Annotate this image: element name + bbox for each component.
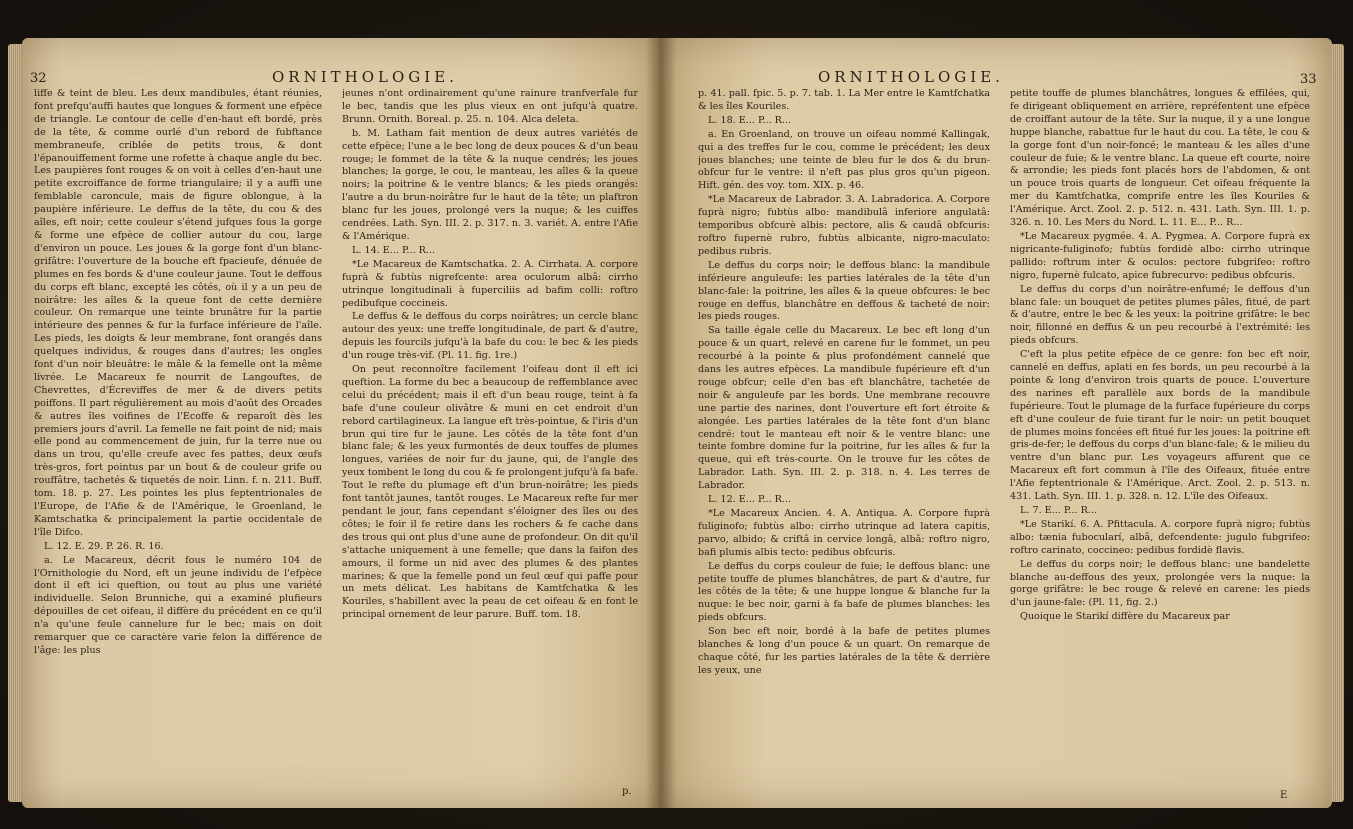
text-column-1 bbox=[34, 88, 322, 788]
text-column-2 bbox=[342, 88, 638, 788]
catchword: p. bbox=[622, 786, 632, 797]
text-column-1 bbox=[698, 88, 990, 788]
paragraph: p. 41. pall. fpic. 5. p. 7. tab. 1. La Mer entre le Kamtfchatka & les îles Kouriles. bbox=[698, 88, 990, 112]
paragraph: Quoique le Starikí diffère du Macareux par bbox=[1020, 611, 1230, 623]
measurement-line: L. 14. E... P... R... bbox=[352, 244, 436, 256]
species-entry: *Le Macareux de Labrador. 3. A. Labradorica. A. Corpore fuprà nigro; fubtùs albo: mandibulâ inferiore angulatâ: temporibus obfcurè albis: pectore, alis & caudâ obfcuris: roftro fupernè rubro, fubtùs albicante, nigro-maculato: pedibus rubris. bbox=[698, 194, 990, 257]
running-header: ORNITHOLOGIE. bbox=[818, 68, 1004, 86]
paragraph: Le deffus du corps d'un noirâtre-enfumé; le deffous d'un blanc fale: un bouquet de petites plumes pâles, fitué, de part & d'autre, entre le bec & les yeux: la poitrine grifâtre: le bec noir, fillonné en deffus & un peu recourbé à l'extrémité: les pieds obfcurs. bbox=[1010, 283, 1310, 347]
text-column-2 bbox=[1010, 88, 1310, 788]
paragraph: Le deffus du corps noir; le deffous blanc: une bandelette blanche au-deffous des yeux, prolongée vers la nuque: la gorge grifâtre: le bec rouge & relevé en carene: les pieds d'un jaune-fale: (Pl. 11, fig. 2.) bbox=[1010, 558, 1310, 609]
paragraph: jeunes n'ont ordinairement qu'une rainure tranfverfale fur le bec, tandis que les plus vieux en ont jufqu'à quatre. Brunn. Ornith. Boreal. p. 25. n. 104. Alca deleta. bbox=[342, 88, 638, 125]
measurement-line: L. 18. E... P... R... bbox=[708, 114, 792, 126]
left-page bbox=[22, 38, 660, 808]
right-page bbox=[660, 38, 1332, 808]
page-number: 33 bbox=[1300, 72, 1317, 87]
page-edges-right bbox=[1330, 44, 1344, 802]
paragraph: Sa taille égale celle du Macareux. Le bec eft long d'un pouce & un quart, relevé en carene fur le fommet, un peu recourbé à la pointe & plus profondément cannelé que dans les autres efpèces. La mandibule fupérieure eft d'un rouge obfcur; celle d'en bas eft blanchâtre, tachetée de noir & anguleufe par les bords. Une membrane recouvre une partie des narines, dont l'ouverture eft fort étroite & alongée. Les parties latérales de la tête font d'un blanc cendré: tout le manteau eft noir & le ventre blanc: une teinte fombre domine fur la poitrine, fur les aîles & fur la queue, qui eft très-courte. On le trouve fur les côtes de Labrador. Lath. Syn. III. 2. p. 318. n. 4. Les terres de Labrador. bbox=[698, 325, 990, 492]
species-entry: *Le Macareux Ancien. 4. A. Antiqua. A. Corpore fuprà fuliginofo; fubtùs albo: cirrho utrinque ad latera capitis, parvo, albido; & criftâ in cervice longâ, albâ: roftro nigro, bafi plumis albis tecto: pedibus obfcuris. bbox=[698, 508, 990, 558]
paragraph: a. En Groenland, on trouve un oifeau nommé Kallingak, qui a des treffes fur le cou, comme le précédent; les deux joues blanches; une teinte de bleu fur le dos & du brun-obfcur fur le ventre: il n'eft pas plus gros qu'un pigeon. Hift. gén. des voy. tom. XIX. p. 46. bbox=[698, 128, 990, 192]
species-entry: *Le Macareux de Kamtschatka. 2. A. Cirrhata. A. corpore fuprà & fubtùs nigrefcente: area oculorum albâ: cirrho utrinque longitudinali à fuperciliis ad bafim colli: roftro pedibufque coccineis. bbox=[342, 258, 638, 309]
paragraph: Son bec eft noir, bordé à la bafe de petites plumes blanches & long d'un pouce & un quart. On remarque de chaque côté, fur les parties latérales de la tête & derrière les yeux, une bbox=[698, 626, 990, 676]
paragraph: On peut reconnoître facilement l'oifeau dont il eft ici queftion. La forme du bec a beaucoup de reffemblance avec celui du précédent; mais il eft d'un beau rouge, teint à fa bafe d'une couleur olivâtre & muni en cet endroit d'un rebord cartilagineux. La langue eft très-pointue, & l'iris d'un brun qui tire fur le jaune. Les côtés de la tête font d'un blanc fale; & les yeux furmontés de deux touffes de plumes longues, variées de noir fur du jaune, qui, de l'angle des yeux tombent le long du cou & fe prolongent jufqu'à fa bafe. Tout le refte du plumage eft d'un brun-noirâtre; les pieds font tantôt jaunes, tantôt rouges. Le Macareux refte fur mer pendant le jour, fans cependant s'éloigner des îles ou des côtes; le foir il fe retire dans les rochers & fe cache dans des trous qui ont plus d'une aune de profondeur. On dit qu'il s'attache uniquement à une femelle; que dans la faifon des amours, il forme un nid avec des plumes & des plantes marines; & que la femelle pond un feul œuf qui paffe pour un mets délicat. Les habitans de Kamtfchatka & les Kouriles, s'habillent avec la peau de cet oifeau & en font le principal ornement de leur parure. Buff. tom. 18. bbox=[342, 364, 638, 621]
species-entry: *Le Starikí. 6. A. Pfittacula. A. corpore fuprà nigro; fubtùs albo: tænia fubocularí, albâ, defcendente: jugulo fubgrifeo: roftro carinato, coccineo: pedibus fordidè flavis. bbox=[1010, 518, 1310, 556]
paragraph: Le deffus du corps couleur de fuie; le deffous blanc: une petite touffe de plumes blanchâtres, de part & d'autre, fur les côtés de la tête; & une huppe longue & blanche fur la nuque: le bec noir, garni à fa bafe de plumes blanches: les pieds obfcurs. bbox=[698, 560, 990, 624]
paragraph: Le deffus & le deffous du corps noirâtres; un cercle blanc autour des yeux: une treffe longitudinale, de part & d'autre, depuis les fourcils jufqu'à la bafe du cou: le bec & les pieds d'un rouge très-vif. (Pl. 11. fig. 1re.) bbox=[342, 311, 638, 362]
species-entry: *Le Macareux pygmée. 4. A. Pygmea. A. Corpore fuprà ex nigricante-fuliginofo; fubtùs fordidè albo: cirrho utrinque pallido: roftrum inter & oculos: pectore fubgrifeo: roftro nigro, fupernè fulcato, apice fubrecurvo: pedibus obfcuris. bbox=[1010, 230, 1310, 281]
paragraph: Le deffus du corps noir; le deffous blanc: la mandibule inférieure anguleufe: les parties latérales de la tête d'un blanc-fale: la poitrine, les aîles & la queue obfcures: le bec rouge en deffus, blanchâtre en deffous & tacheté de noir: les pieds rouges. bbox=[698, 259, 990, 323]
paragraph: b. M. Latham fait mention de deux autres variétés de cette efpèce; l'une a le bec long de deux pouces & d'un beau rouge; le fommet de la tête & la nuque cendrés; les joues blanches; la gorge, le cou, le manteau, les aîles & la queue noirs; la poitrine & le ventre blancs; & les pieds orangés: l'autre a du brun-noirâtre fur le haut de la tête; un plaftron blanc fur les joues, prolongé vers la nuque; & les cuiffes cendrées. Lath. Syn. III. 2. p. 317. n. 3. variét. A. entre l'Afie & l'Amérique. bbox=[342, 127, 638, 242]
paragraph: C'eft la plus petite efpèce de ce genre: fon bec eft noir, cannelé en deffus, aplati en fes bords, un peu recourbé à la pointe & long d'environ trois quarts de pouce. L'ouverture des narines eft parallèle aux bords de la mandibule fupérieure. Tout le plumage de la furface fupérieure du corps eft d'une couleur de fuie tirant fur le noir: un petit bouquet de plumes moins foncées eft fitué fur les joues: la poitrine eft gris-de-fer; le deffous du corps d'un blanc-fale; & le milieu du ventre d'un blanc pur. Les voyageurs affurent que ce Macareux eft fort commun à l'île des Oifeaux, fituée entre l'Afie feptentrionale & l'Amérique. Arct. Zool. 2. p. 513. n. 431. Lath. Syn. III. 1. p. 328. n. 12. L'île des Oifeaux. bbox=[1010, 349, 1310, 503]
measurement-line: L. 12. E... P... R... bbox=[708, 494, 792, 506]
running-header: ORNITHOLOGIE. bbox=[272, 68, 458, 86]
measurement-line: L. 12. E. 29. P. 26. R. 16. bbox=[44, 540, 164, 552]
paragraph: liffe & teint de bleu. Les deux mandibules, étant réunies, font prefqu'auffi hautes que longues & forment une efpèce de triangle. Le contour de celle d'en-haut eft bordé, près de la tête, & comme ourlé d'un rebord de fubftance membraneufe, criblée de petits trous, & dont l'épanouiffement forme une rofette à chaque angle du bec. Les paupières font rouges & on voit à celles d'en-haut une petite excroiffance de forme triangulaire; il y a auffi une femblable caroncule, mais de figure oblongue, à la paupière inférieure. Le deffus de la tête, du cou & des aîles, eft noir; cette couleur s'étend jufques fous la gorge & forme une efpèce de collier autour du cou, large d'environ un pouce. Les joues & la gorge font d'un blanc-grifâtre: l'ouverture de la bouche eft fpacieufe, dénuée de plumes en fes bords & d'une couleur jaune. Tout le deffous du corps eft blanc, excepté les côtés, où il y a un peu de noirâtre: les aîles & la queue font de cette dernière couleur. On remarque une teinte brunâtre fur la partie intérieure des pennes & fur la furface inférieure de l'aîle. Les pieds, les doigts & leur membrane, font orangés dans quelques individus, & rouges dans d'autres; les ongles font d'un noir bleuâtre: le mâle & la femelle ont la même livrée. Le Macareux fe nourrit de Langouftes, de Chevrettes, d'Écreviffes de mer & de divers petits poiffons. Il part régulièrement au mois d'août des Orcades & autres îles voifines de l'Ecoffe & reparoît dès les premiers jours d'avril. La femelle ne fait point de nid; mais elle pond au commencement de juin, fur la terre nue ou dans un trou, qu'elle creufe avec fes pattes, deux œufs très-gros, fort pointus par un bout & de couleur grife ou rouffâtre, tachetés & tiquetés de noir. Linn. f. n. 211. Buff. tom. 18. p. 27. Les pointes les plus feptentrionales de l'Europe, de l'Afie & de l'Amérique, le Groenland, le Kamtschatka & principalement la partie occidentale de l'île Difco. bbox=[34, 88, 322, 538]
paragraph: petite touffe de plumes blanchâtres, longues & effilées, qui, fe dirigeant obliquement en arrière, repréfentent une efpèce de croiffant autour de la tête. Sur la nuque, il y a une longue huppe blanche, rabattue fur le haut du cou. La tête, le cou & la gorge font d'un noir-foncé; le manteau & les aîles d'une couleur de fuie; & le ventre blanc. La queue eft courte, noire & arrondie; les pieds font placés hors de l'abdomen, & ont un pouce trois quarts de longueur. Cet oifeau fréquente la mer du Kamtfchatka, comprife entre les îles Kouriles & l'Amérique. Arct. Zool. 2. p. 512. n. 431. Lath. Syn. III. 1. p. 326. n. 10. Les Mers du Nord. L. 11. E... P... R... bbox=[1010, 88, 1310, 229]
signature-mark: E bbox=[1280, 790, 1288, 801]
page-number: 32 bbox=[30, 71, 47, 86]
paragraph: a. Le Macareux, décrit fous le numéro 104 de l'Ornithologie du Nord, eft un jeune individu de l'efpèce dont il eft ici queftion, ou tout au plus une variété individuelle. Selon Brunniche, qui a examiné plufieurs dépouilles de cet oifeau, il diffère du précédent en ce qu'il n'a qu'une feule cannelure fur le bec; mais on doit remarquer que ce caractère varie felon la différence de l'âge: les plus bbox=[34, 554, 322, 656]
measurement-line: L. 7. E... P... R... bbox=[1020, 505, 1097, 516]
